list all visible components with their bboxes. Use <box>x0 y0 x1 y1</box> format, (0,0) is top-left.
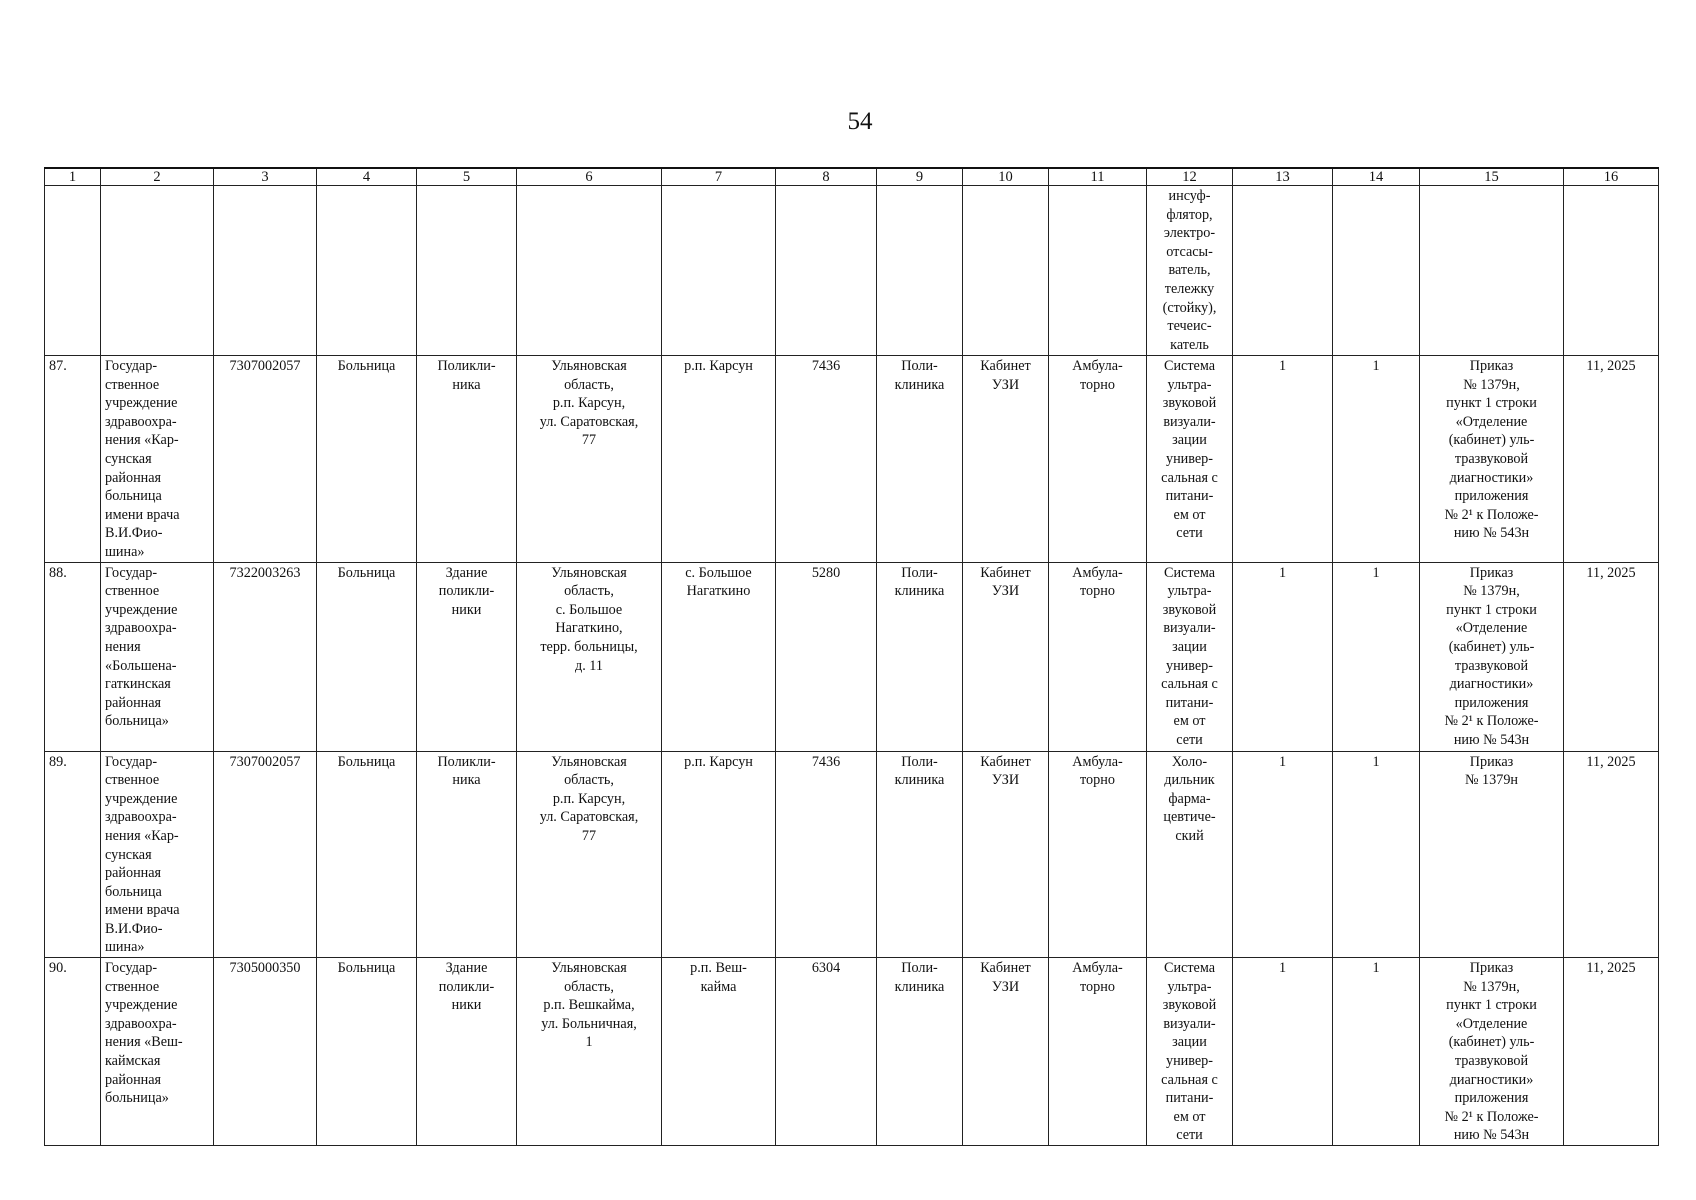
care-mode-cell: Амбула- торно <box>1049 356 1147 563</box>
table-cell <box>101 186 214 356</box>
table-cell <box>517 186 662 356</box>
equipment-cell: Система ультра- звуковой визуали- зации универ- сальная с питани- ем от сети <box>1147 356 1233 563</box>
address-cell: Ульяновская область, р.п. Вешкайма, ул. Больничная, 1 <box>517 958 662 1146</box>
organization-cell: Государ- ственное учреждение здравоохра- нения «Большена- гаткинская районная больница» <box>101 562 214 751</box>
quantity-cell: 1 <box>1233 356 1333 563</box>
locality-cell: с. Большое Нагаткино <box>662 562 776 751</box>
table-cell <box>1333 186 1420 356</box>
unit-cell: Поли- клиника <box>877 958 963 1146</box>
organization-cell: Государ- ственное учреждение здравоохра- нения «Кар- сунская районная больница имени врача В.И.Фио- шина» <box>101 751 214 958</box>
column-header: 13 <box>1233 168 1333 186</box>
column-header: 2 <box>101 168 214 186</box>
facility-type-cell: Больница <box>317 958 417 1146</box>
order-reference-cell: Приказ № 1379н, пункт 1 строки «Отделение (кабинет) уль- тразвуковой диагностики» приложения № 2¹ к Положе- нию № 543н <box>1420 356 1564 563</box>
quantity-cell: 1 <box>1233 751 1333 958</box>
cabinet-cell: Кабинет УЗИ <box>963 958 1049 1146</box>
order-reference-cell: Приказ № 1379н, пункт 1 строки «Отделение (кабинет) уль- тразвуковой диагностики» приложения № 2¹ к Положе- нию № 543н <box>1420 958 1564 1146</box>
address-cell: Ульяновская область, р.п. Карсун, ул. Саратовская, 77 <box>517 356 662 563</box>
year-cell: 11, 2025 <box>1564 958 1659 1146</box>
table-row <box>45 356 1659 563</box>
column-header: 16 <box>1564 168 1659 186</box>
table-cell <box>45 186 101 356</box>
row-number-cell: 87. <box>45 356 101 563</box>
building-cell: Поликли- ника <box>417 356 517 563</box>
quantity-cell: 1 <box>1233 562 1333 751</box>
column-header: 5 <box>417 168 517 186</box>
year-cell: 11, 2025 <box>1564 751 1659 958</box>
column-header: 8 <box>776 168 877 186</box>
table-cell <box>417 186 517 356</box>
equipment-cell: Система ультра- звуковой визуали- зации универ- сальная с питани- ем от сети <box>1147 958 1233 1146</box>
table-row <box>45 751 1659 958</box>
quantity-cell: 1 <box>1333 958 1420 1146</box>
column-header: 15 <box>1420 168 1564 186</box>
table-cell <box>963 186 1049 356</box>
locality-cell: р.п. Карсун <box>662 751 776 958</box>
cabinet-cell: Кабинет УЗИ <box>963 562 1049 751</box>
table-row <box>45 562 1659 751</box>
inn-cell: 7305000350 <box>214 958 317 1146</box>
order-reference-cell: Приказ № 1379н <box>1420 751 1564 958</box>
building-cell: Поликли- ника <box>417 751 517 958</box>
column-header: 12 <box>1147 168 1233 186</box>
address-cell: Ульяновская область, с. Большое Нагаткино, терр. больницы, д. 11 <box>517 562 662 751</box>
equipment-cell: инсуф- флятор, электро- отсасы- ватель, тележку (стойку), течеис- катель <box>1147 186 1233 356</box>
register-table <box>44 167 1659 1146</box>
quantity-cell: 1 <box>1333 356 1420 563</box>
unit-cell: Поли- клиника <box>877 356 963 563</box>
care-mode-cell: Амбула- торно <box>1049 562 1147 751</box>
column-number-row <box>45 168 1659 186</box>
quantity-cell: 1 <box>1233 958 1333 1146</box>
population-cell: 7436 <box>776 751 877 958</box>
cabinet-cell: Кабинет УЗИ <box>963 751 1049 958</box>
table-row <box>45 958 1659 1146</box>
unit-cell: Поли- клиника <box>877 751 963 958</box>
locality-cell: р.п. Веш- кайма <box>662 958 776 1146</box>
care-mode-cell: Амбула- торно <box>1049 958 1147 1146</box>
table-cell <box>1420 186 1564 356</box>
inn-cell: 7322003263 <box>214 562 317 751</box>
facility-type-cell: Больница <box>317 562 417 751</box>
inn-cell: 7307002057 <box>214 751 317 958</box>
unit-cell: Поли- клиника <box>877 562 963 751</box>
column-header: 4 <box>317 168 417 186</box>
quantity-cell: 1 <box>1333 562 1420 751</box>
table-row-continuation <box>45 186 1659 356</box>
locality-cell: р.п. Карсун <box>662 356 776 563</box>
facility-type-cell: Больница <box>317 356 417 563</box>
column-header: 10 <box>963 168 1049 186</box>
building-cell: Здание поликли- ники <box>417 562 517 751</box>
organization-cell: Государ- ственное учреждение здравоохра- нения «Веш- каймская районная больница» <box>101 958 214 1146</box>
address-cell: Ульяновская область, р.п. Карсун, ул. Саратовская, 77 <box>517 751 662 958</box>
organization-cell: Государ- ственное учреждение здравоохра- нения «Кар- сунская районная больница имени врача В.И.Фио- шина» <box>101 356 214 563</box>
table-cell <box>317 186 417 356</box>
table-cell <box>662 186 776 356</box>
table-cell <box>1049 186 1147 356</box>
column-header: 11 <box>1049 168 1147 186</box>
row-number-cell: 88. <box>45 562 101 751</box>
column-header: 14 <box>1333 168 1420 186</box>
column-header: 3 <box>214 168 317 186</box>
population-cell: 7436 <box>776 356 877 563</box>
table-cell <box>1564 186 1659 356</box>
page-number: 54 <box>847 108 873 135</box>
table-cell <box>1233 186 1333 356</box>
building-cell: Здание поликли- ники <box>417 958 517 1146</box>
table-cell <box>214 186 317 356</box>
population-cell: 5280 <box>776 562 877 751</box>
column-header: 9 <box>877 168 963 186</box>
row-number-cell: 89. <box>45 751 101 958</box>
year-cell: 11, 2025 <box>1564 562 1659 751</box>
order-reference-cell: Приказ № 1379н, пункт 1 строки «Отделение (кабинет) уль- тразвуковой диагностики» приложения № 2¹ к Положе- нию № 543н <box>1420 562 1564 751</box>
equipment-cell: Холо- дильник фарма- цевтиче- ский <box>1147 751 1233 958</box>
row-number-cell: 90. <box>45 958 101 1146</box>
care-mode-cell: Амбула- торно <box>1049 751 1147 958</box>
inn-cell: 7307002057 <box>214 356 317 563</box>
table-cell <box>776 186 877 356</box>
facility-type-cell: Больница <box>317 751 417 958</box>
cabinet-cell: Кабинет УЗИ <box>963 356 1049 563</box>
column-header: 7 <box>662 168 776 186</box>
population-cell: 6304 <box>776 958 877 1146</box>
column-header: 1 <box>45 168 101 186</box>
quantity-cell: 1 <box>1333 751 1420 958</box>
table-cell <box>877 186 963 356</box>
column-header: 6 <box>517 168 662 186</box>
year-cell: 11, 2025 <box>1564 356 1659 563</box>
equipment-cell: Система ультра- звуковой визуали- зации универ- сальная с питани- ем от сети <box>1147 562 1233 751</box>
